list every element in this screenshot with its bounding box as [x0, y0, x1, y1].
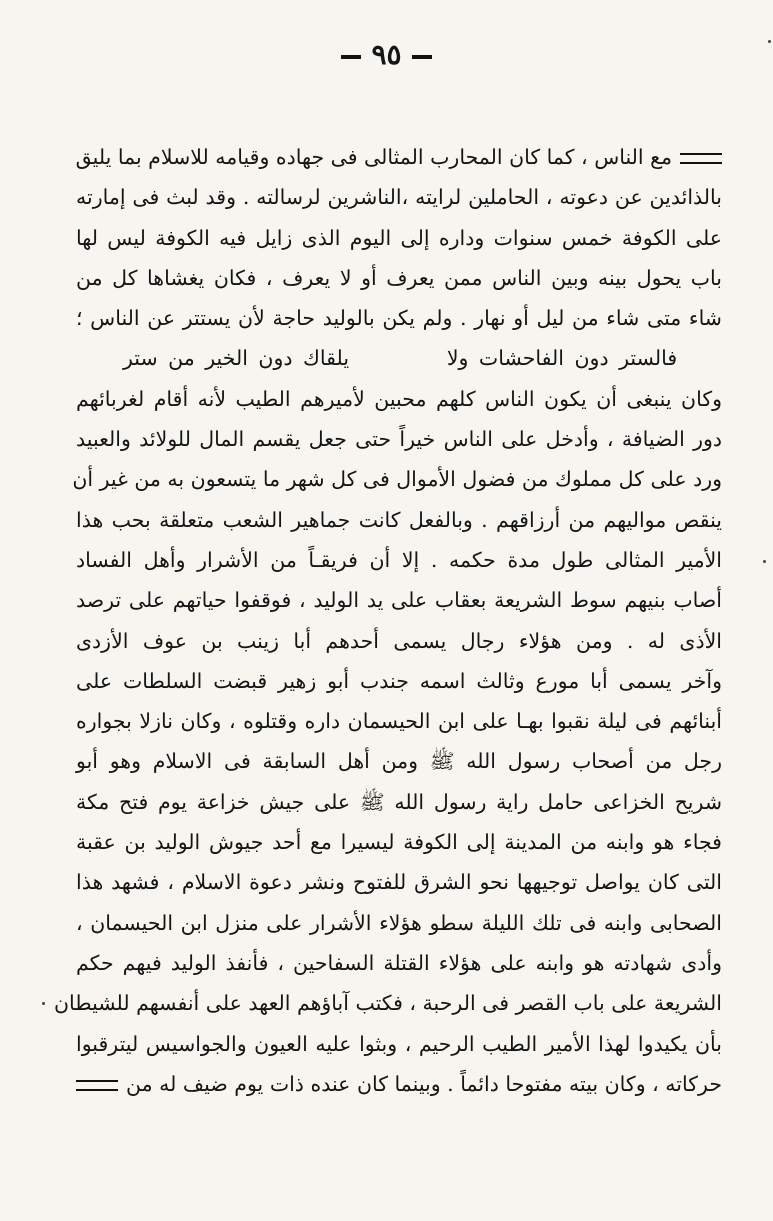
text-line-content: الأمير المثالى طول مدة حكمه . إلا أن فريقـاً من الأشرار وأهل الفساد: [76, 547, 722, 572]
text-line-content: مع الناس ، كما كان المحارب المثالى فى جهاده وقيامه للاسلام بما يليق: [75, 145, 672, 169]
text-line-content: ورد على كل مملوك من فضول الأموال فى كل شهر ما يتسعون به من غير أن: [72, 467, 722, 492]
text-line: [76, 379, 722, 419]
page-number: [0, 38, 773, 71]
page-number-dash: [341, 55, 361, 59]
body-text: [53, 137, 722, 1104]
text-line-content: الصحابى وابنه فى تلك الليلة سطو هؤلاء الأشرار على منزل ابن الحيسمان ،: [76, 910, 722, 935]
text-line-content: فجاء هو وابنه من المدينة إلى الكوفة ليسيرا مع أحد جيوش الوليد بن عقبة: [76, 830, 722, 855]
text-line: [76, 661, 722, 701]
text-line: [76, 741, 722, 781]
text-line: [76, 822, 722, 862]
text-line-content: أبنائهم فى ليلة نقبوا بهـا على ابن الحيسمان داره وقتلوه ، وكان نازلا بجواره: [76, 709, 722, 734]
paper-speck: [42, 1002, 45, 1005]
verse-first-hemistich: فالستر دون الفاحشات ولا: [446, 346, 678, 371]
text-line-content: الشريعة على باب القصر فى الرحبة ، فكتب آباؤهم العهد على أنفسهم للشيطان: [53, 991, 722, 1016]
text-line: [76, 943, 722, 983]
text-line: [76, 258, 722, 298]
text-line-content: أصاب بنيهم سوط الشريعة بعقاب على يد الوليد ، فوقفوا حياتهم على ترصد: [76, 588, 722, 613]
text-line-content: وآخر يسمى أبا مورع وثالث اسمه جندب أبو زهير قبضت السلطات على: [76, 668, 722, 693]
text-line: [76, 1064, 722, 1104]
text-line-content: الأذى له . ومن هؤلاء رجال يسمى أحدهم أبا زينب بن عوف الأزدى: [76, 628, 722, 653]
text-line: [76, 177, 722, 217]
text-line: [76, 218, 722, 258]
text-line-content: بأن يكيدوا لهذا الأمير الطيب الرحيم ، وبثوا عليه العيون والجواسيس ليترقبوا: [76, 1031, 722, 1056]
continuation-rule: [76, 1080, 118, 1091]
text-line: [76, 137, 722, 177]
text-line: [76, 580, 722, 620]
text-line-content: شاء متى شاء من ليل أو نهار . ولم يكن بالوليد حاجة لأن يستتر عن الناس ؛: [76, 306, 722, 331]
text-line-content: على الكوفة خمس سنوات وداره إلى اليوم الذى زايل فيه الكوفة ليس لها: [76, 225, 722, 250]
text-line-content: ينقص مواليهم من أرزاقهم . وبالفعل كانت جماهير الشعب متعلقة بحب هذا: [76, 507, 722, 532]
text-line: [76, 862, 722, 902]
text-line: [76, 1024, 722, 1064]
text-line: [53, 983, 722, 1023]
text-line-content: حركاته ، وكان بيته مفتوحا دائماً . وبينما كان عنده ذات يوم ضيف له من: [126, 1071, 722, 1096]
paper-speck: [763, 560, 766, 563]
text-line: [76, 701, 722, 741]
text-line: [76, 298, 722, 338]
text-line: [76, 500, 722, 540]
text-line: [76, 621, 722, 661]
text-line: [76, 782, 722, 822]
text-line-content: وكان ينبغى أن يكون الناس كلهم محبين لأميرهم الطيب لأنه أقام لغربائهم: [76, 386, 722, 411]
text-line-content: رجل من أصحاب رسول الله ﷺ ومن أهل السابقة فى الاسلام وهو أبو: [76, 749, 722, 774]
verse-second-hemistich: يلقاك دون الخير من ستر: [122, 346, 350, 371]
text-line: [72, 459, 722, 499]
text-line: [76, 540, 722, 580]
text-line: [76, 903, 722, 943]
text-line-content: شريح الخزاعى حامل راية رسول الله ﷺ على جيش خزاعة يوم فتح مكة: [76, 789, 722, 814]
paper-speck: [768, 40, 771, 43]
text-line-content: دور الضيافة ، وأدخل على الناس خيراً حتى جعل يقسم المال للولائد والعبيد: [76, 427, 722, 452]
text-line-content: التى كان يواصل توجيهها نحو الشرق للفتوح ونشر دعوة الاسلام ، فشهد هذا: [76, 870, 722, 895]
text-line-content: بالذائدين عن دعوته ، الحاملين لرايته ،الناشرين لرسالته . وقد لبث فى إمارته: [76, 185, 722, 210]
page-number-dash: [412, 55, 432, 59]
text-line-content: باب يحول بينه وبين الناس ممن يعرف أو لا يعرف ، فكان يغشاها كل من: [76, 265, 722, 290]
text-line-content: وأدى شهادته هو وابنه على هؤلاء القتلة السفاحين ، فأنفذ الوليد فيهم حكم: [76, 950, 722, 975]
continuation-rule: [680, 153, 722, 164]
poetry-verse: [76, 338, 722, 378]
text-line: [76, 419, 722, 459]
page-number-text: ٩٥: [371, 38, 402, 71]
